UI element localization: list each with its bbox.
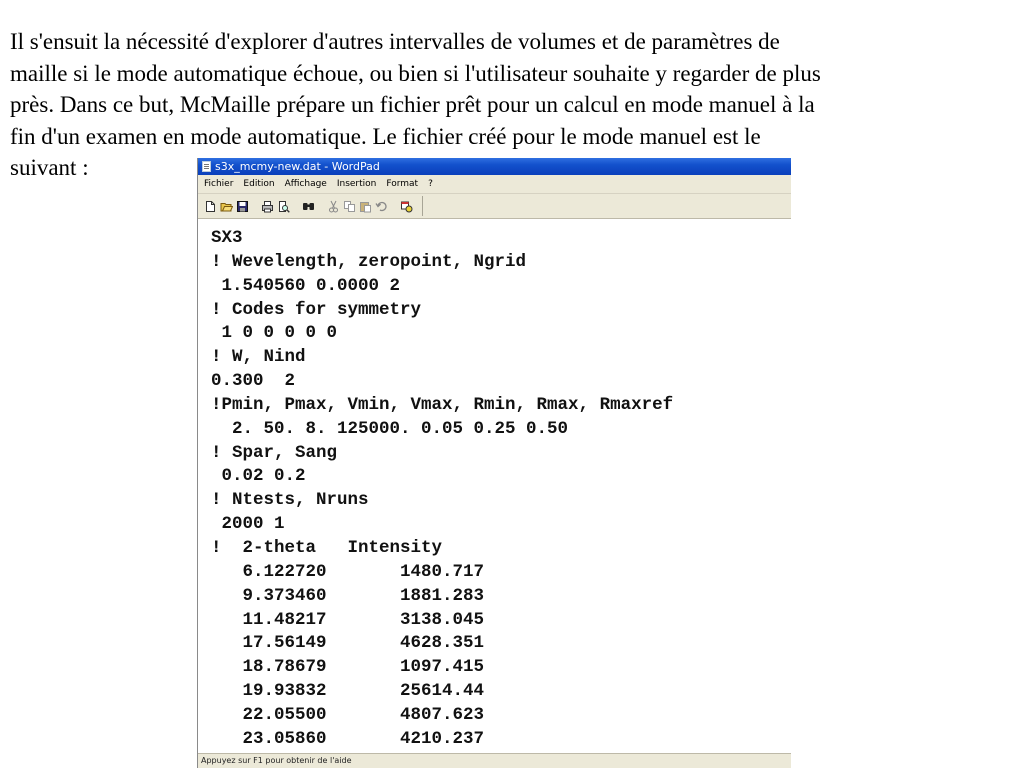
document-line: 23.05860 4210.237 <box>211 728 485 749</box>
title-bar <box>198 158 791 175</box>
document-line: 1 0 0 0 0 0 <box>211 323 338 344</box>
window-title: s3x_mcmy-new.dat - WordPad <box>215 160 380 173</box>
date-time-icon[interactable] <box>400 200 413 213</box>
paste-icon[interactable] <box>359 200 372 213</box>
menu-edition[interactable]: Edition <box>243 179 275 189</box>
wordpad-window <box>197 158 791 768</box>
menu-fichier[interactable]: Fichier <box>204 179 234 189</box>
document-line: 2000 1 <box>211 514 285 535</box>
save-icon[interactable] <box>236 200 249 213</box>
document-line: ! 2-theta Intensity <box>211 537 443 558</box>
menu-help[interactable]: ? <box>428 179 433 189</box>
document-line: 0.02 0.2 <box>211 466 306 487</box>
document-area[interactable] <box>198 219 791 754</box>
menu-affichage[interactable]: Affichage <box>284 179 327 189</box>
document-line: 18.78679 1097.415 <box>211 657 485 678</box>
document-line: ! Ntests, Nruns <box>211 490 369 511</box>
document-text[interactable] <box>198 219 791 752</box>
new-icon[interactable] <box>204 200 217 213</box>
document-line: SX3 <box>211 228 243 248</box>
menu-insertion[interactable]: Insertion <box>336 179 377 189</box>
document-line: 1.540560 0.0000 2 <box>211 275 401 296</box>
document-line: ! W, Nind <box>211 347 306 368</box>
print-icon[interactable] <box>261 200 274 213</box>
open-icon[interactable] <box>220 200 233 213</box>
document-line: ! Codes for symmetry <box>211 299 422 320</box>
document-line: ! Wevelength, zeropoint, Ngrid <box>211 251 527 272</box>
document-line: 11.48217 3138.045 <box>211 609 485 630</box>
wordpad-document-icon <box>202 161 211 172</box>
document-line: !Pmin, Pmax, Vmin, Vmax, Rmin, Rmax, Rmaxref <box>211 394 674 415</box>
document-line: ! Spar, Sang <box>211 442 338 463</box>
find-icon[interactable] <box>302 200 315 213</box>
status-bar: Appuyez sur F1 pour obtenir de l'aide <box>198 753 791 768</box>
print-preview-icon[interactable] <box>277 200 290 213</box>
document-line: 6.122720 1480.717 <box>211 561 485 582</box>
document-line: 0.300 2 <box>211 371 296 392</box>
document-line: 2. 50. 8. 125000. 0.05 0.25 0.50 <box>211 418 569 439</box>
copy-icon[interactable] <box>343 200 356 213</box>
slide-paragraph: Il s'ensuit la nécessité d'explorer d'autres intervalles de volumes et de paramètres de maille si le mode automatique échoue, ou bien si l'utilisateur souhaite y regarder de plus près. Dans ce but, McMaille prépare un fichier prêt pour un calcul en mode manuel à la fin d'un examen en mode automatique. Le fichier créé pour le mode manuel est le suivant : <box>10 29 821 180</box>
document-line: 19.93832 25614.44 <box>211 681 485 702</box>
document-line: 22.05500 4807.623 <box>211 704 485 725</box>
document-line: 9.373460 1881.283 <box>211 585 485 606</box>
undo-icon[interactable] <box>375 200 388 213</box>
cut-icon[interactable] <box>327 200 340 213</box>
menu-format[interactable]: Format <box>386 179 419 189</box>
toolbar <box>198 194 791 219</box>
document-line: 17.56149 4628.351 <box>211 633 485 654</box>
menu-bar <box>198 175 791 194</box>
